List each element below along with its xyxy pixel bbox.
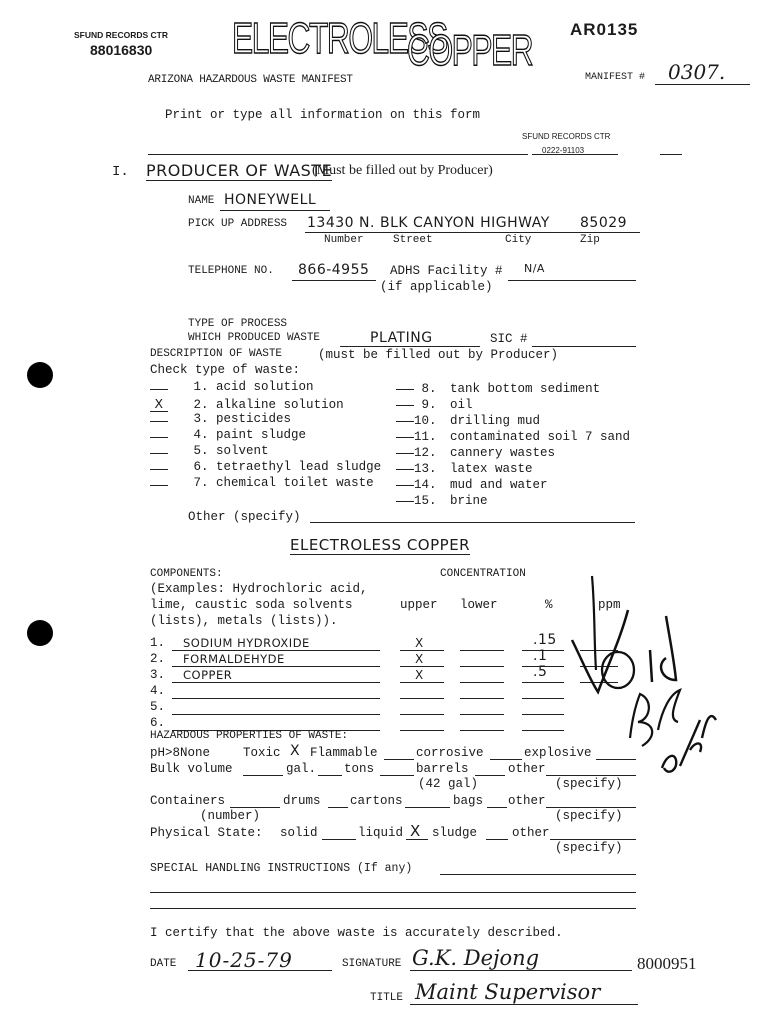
containers-other-label: other [508,794,546,808]
containers-number-note: (number) [200,809,261,823]
component-lower-line [460,730,504,731]
address-sub-number: Number [324,234,364,246]
waste-checkbox[interactable] [150,485,168,486]
component-percent: .15 [533,632,557,648]
waste-checkbox[interactable] [150,421,168,422]
solid-line [322,839,356,840]
bulk-other-label: other [508,762,546,776]
waste-num: 8. [421,382,437,396]
waste-item[interactable] [150,412,291,426]
sludge-line [486,839,508,840]
physical-other-label: other [512,826,550,840]
flammable-label: Flammable [310,746,378,760]
process-value: PLATING [370,330,433,346]
void-annotation-text [604,651,643,672]
component-percent-line [522,698,564,699]
component-num: 5. [150,700,166,714]
signature-line [410,970,632,971]
waste-checkbox[interactable] [150,453,168,454]
barrels-line [475,775,505,776]
waste-label: oil [450,398,473,412]
solid-label: solid [280,826,318,840]
section-title: PRODUCER OF WASTE [146,161,333,180]
pickup-address-zip: 85029 [580,215,628,231]
form-title: ARIZONA HAZARDOUS WASTE MANIFEST [148,74,353,86]
date-value: 10-25-79 [195,948,293,972]
waste-label: tank bottom sediment [450,382,601,396]
component-upper: X [415,636,424,650]
column-ppm: ppm [598,598,621,612]
telephone-label: TELEPHONE NO. [188,265,274,277]
gal-line [318,775,342,776]
waste-item[interactable] [396,414,540,428]
toxic-label: Toxic [243,746,281,760]
waste-label: tetraethyl lead sludge [216,460,382,474]
waste-num: 15. [414,494,437,508]
certify-text: I certify that the above waste is accurately described. [150,926,563,940]
waste-checkbox[interactable] [396,485,414,486]
component-num: 1. [150,636,166,650]
waste-item[interactable] [396,462,533,476]
containers-label: Containers [150,794,226,808]
waste-checkbox[interactable] [396,389,414,390]
components-label: COMPONENTS: [150,568,223,580]
process-line [340,346,480,347]
initials-annotation-text [630,714,651,730]
waste-label: contaminated soil 7 sand [450,430,631,444]
waste-item[interactable] [396,478,548,492]
waste-num: 4. [193,428,209,442]
records-label-top: SFUND RECORDS CTR [74,30,168,40]
waste-num: 6. [193,460,209,474]
component-row [150,636,165,650]
signature-value: G.K. Dejong [412,946,540,970]
adhs-line [508,280,636,281]
component-lower-line [460,650,504,651]
name-value: HONEYWELL [224,192,317,208]
void-annotation-drawing [570,570,710,800]
component-percent: .5 [533,664,548,680]
header-rule-right [660,154,682,155]
waste-item[interactable] [150,460,381,474]
waste-checkbox[interactable] [396,453,414,454]
waste-label: brine [450,494,488,508]
waste-checkbox[interactable] [396,405,414,406]
containers-line [230,807,280,808]
gal-label: gal. [286,762,317,776]
component-lower-line [460,714,504,715]
waste-checkbox[interactable] [396,437,414,438]
component-percent-line [522,714,564,715]
address-sub-zip: Zip [580,234,600,246]
drums-line [328,807,348,808]
d-stroke [661,616,676,680]
component-upper-line [400,714,444,715]
component-row [150,700,165,714]
component-row [150,716,165,730]
description-note: (must be filled out by Producer) [318,348,559,362]
component-upper-line [400,698,444,699]
special-handling-line-1 [440,874,636,875]
toxic-value: X [290,743,301,759]
column-upper: upper [400,598,438,612]
special-handling-line-3 [150,908,636,909]
waste-label: chemical toilet waste [216,476,374,490]
component-upper-line [400,666,444,667]
cartons-label: cartons [350,794,403,808]
pickup-address-label: PICK UP ADDRESS [188,218,288,230]
pickup-address-number: 13430 N. [307,215,375,231]
waste-item[interactable] [396,430,630,444]
waste-num: 9. [421,398,437,412]
address-sub-street: Street [393,234,433,246]
component-name-line [172,666,380,667]
physical-specify-note: (specify) [555,841,623,855]
component-lower-line [460,682,504,683]
stamp-title-copper: COPPER [407,26,533,75]
component-num: 3. [150,668,166,682]
bags-label: bags [453,794,484,808]
component-upper: X [415,652,424,666]
waste-label: drilling mud [450,414,541,428]
stamp-title-electroless: ELECTROLESS [232,14,447,63]
header-rule-left [148,154,528,155]
component-name: COPPER [183,668,233,682]
waste-num: 7. [193,476,209,490]
liquid-label: liquid [358,826,404,840]
waste-item[interactable] [150,444,269,458]
component-name-line [172,650,380,651]
signature-label: SIGNATURE [342,958,402,970]
waste-item[interactable] [396,446,555,460]
waste-checkbox[interactable] [150,389,168,390]
waste-item[interactable] [396,398,473,412]
waste-item[interactable] [150,396,344,412]
waste-checkbox[interactable] [396,501,414,502]
components-example-3: (lists), metals (lists)). [150,614,338,628]
waste-label: paint sludge [216,428,307,442]
component-upper: X [415,668,424,682]
waste-num: 11. [414,430,437,444]
bulk-volume-line [243,775,283,776]
corrosive-line [490,759,522,760]
waste-num: 14. [414,478,437,492]
records-label-small: SFUND RECORDS CTR [522,132,611,141]
liquid-line [406,839,428,840]
cartons-line [405,807,450,808]
manifest-label: MANIFEST # [585,72,646,83]
instruction-text: Print or type all information on this form [165,108,481,122]
waste-num: 3. [193,412,209,426]
title-line [410,1004,638,1005]
corrosive-label: corrosive [416,746,484,760]
check-type-label: Check type of waste: [150,363,301,377]
column-lower: lower [460,598,498,612]
title-label: TITLE [370,992,404,1004]
telephone-line [292,280,376,281]
waste-label: pesticides [216,412,292,426]
component-upper-line [400,730,444,731]
waste-checkbox[interactable] [396,421,414,422]
component-percent-line [522,730,564,731]
waste-label: acid solution [216,380,314,394]
waste-num: 13. [414,462,437,476]
waste-item[interactable] [150,476,374,490]
other-specify-label: Other (specify) [188,510,301,524]
component-name: SODIUM HYDROXIDE [183,636,310,650]
component-num: 6. [150,716,166,730]
component-row [150,652,165,666]
date-line [188,970,332,971]
telephone-value: 866-4955 [298,262,370,278]
hazard-label: HAZARDOUS PROPERTIES OF WASTE: [150,730,349,742]
component-name: FORMALDEHYDE [183,652,285,666]
waste-item[interactable] [396,382,600,396]
manifest-number-line [655,84,750,85]
barrels-note: (42 gal) [418,777,479,791]
waste-checkbox[interactable] [150,437,168,438]
waste-label: mud and water [450,478,548,492]
physical-other-line [550,839,636,840]
drums-label: drums [283,794,321,808]
component-row [150,684,165,698]
special-handling-label: SPECIAL HANDLING INSTRUCTIONS (If any) [150,862,413,875]
sic-label: SIC # [490,332,528,346]
waste-label: latex waste [450,462,533,476]
adhs-value: N/A [524,262,545,275]
component-percent-line [522,682,564,683]
process-label-1: TYPE OF PROCESS [188,318,288,330]
waste-num: 10. [414,414,437,428]
i-stroke [650,650,652,682]
column-percent: % [545,598,553,612]
tons-label: tons [344,762,375,776]
bulk-volume-label: Bulk volume [150,762,233,776]
date-label: DATE [150,958,177,970]
binder-hole-top [27,362,53,388]
document-id: AR0135 [570,20,639,39]
tons-line [380,775,414,776]
containers-specify-note: (specify) [555,809,623,823]
waste-item[interactable] [150,380,314,394]
page-code: 8000951 [637,954,697,973]
waste-checkbox[interactable] [396,469,414,470]
records-number-top: 88016830 [90,42,153,58]
concentration-label: CONCENTRATION [440,568,526,580]
component-name-line [172,698,380,699]
bulk-specify-note: (specify) [555,777,623,791]
section-numeral: I. [112,164,129,180]
name-line [220,210,330,211]
address-sub-city: City [505,234,532,246]
liquid-value: X [410,822,421,840]
bags-line [487,807,507,808]
ph-text: pH>8None [150,746,211,760]
process-label-2: WHICH PRODUCED WASTE [188,332,321,344]
component-num: 2. [150,652,166,666]
header-rule-mid [532,154,618,155]
sludge-label: sludge [432,826,478,840]
other-specify-value: ELECTROLESS COPPER [290,536,471,554]
component-percent: .1 [533,648,548,664]
adhs-label: ADHS Facility # [390,264,503,278]
adhs-note: (if applicable) [380,280,493,294]
pickup-address-street: BLK CANYON HIGHWAY [380,215,550,231]
waste-num: 1. [193,380,209,394]
component-num: 4. [150,684,166,698]
binder-hole-bottom [27,620,53,646]
name-label: NAME [188,195,215,207]
component-name-line [172,714,380,715]
waste-label: cannery wastes [450,446,556,460]
date-annotation-text [660,742,714,758]
section-title-note: (Must be filled out by Producer) [312,163,493,178]
title-value: Maint Supervisor [415,980,601,1004]
component-name-line [172,682,380,683]
waste-label: alkaline solution [216,398,344,412]
bracket-stroke [592,576,596,670]
component-lower-line [460,666,504,667]
waste-item[interactable] [150,428,306,442]
manifest-number: 0307. [668,60,726,84]
components-example-1: (Examples: Hydrochloric acid, [150,582,368,596]
records-number-small: 0222-91103 [542,146,585,155]
waste-num: 12. [414,446,437,460]
waste-label: solvent [216,444,269,458]
sic-line [532,346,636,347]
barrels-label: barrels [416,762,469,776]
component-upper-line [400,682,444,683]
component-row [150,668,165,682]
containers-other-line [546,807,636,808]
explosive-label: explosive [524,746,592,760]
pickup-address-line [305,232,640,233]
special-handling-line-2 [150,892,636,893]
description-label: DESCRIPTION OF WASTE [150,348,283,360]
waste-item[interactable] [396,494,488,508]
waste-num: 2. [193,398,209,412]
waste-checkbox[interactable]: X [150,396,168,412]
components-example-2: lime, caustic soda solvents [150,598,353,612]
flammable-line [384,759,414,760]
component-lower-line [460,698,504,699]
physical-state-label: Physical State: [150,826,263,840]
waste-checkbox[interactable] [150,469,168,470]
waste-num: 5. [193,444,209,458]
component-upper-line [400,650,444,651]
other-specify-line [310,522,635,523]
